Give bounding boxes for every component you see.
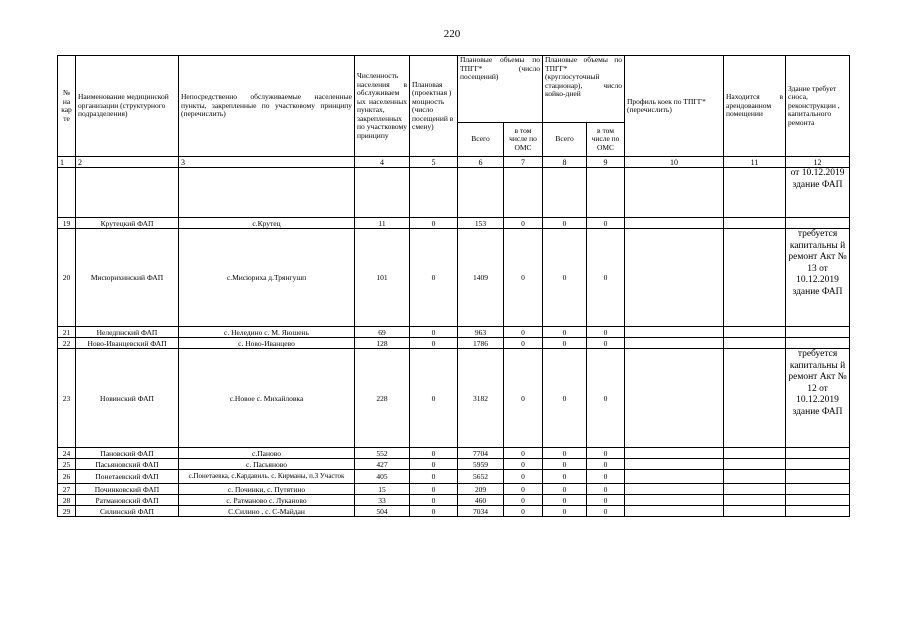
header-visits-oms: в том числе по ОМС <box>504 123 543 157</box>
capacity: 0 <box>410 218 458 229</box>
visits-total: 1409 <box>458 229 504 327</box>
col-number: 6 <box>458 157 504 168</box>
col-number: 2 <box>76 157 179 168</box>
beds-oms: 0 <box>587 506 625 517</box>
settlements: с.Крутец <box>179 218 355 229</box>
visits-total: 963 <box>458 327 504 338</box>
settlements: С.Силино , с. С-Майдан <box>179 506 355 517</box>
column-numbers-row <box>58 157 850 168</box>
bed-profile <box>625 484 724 495</box>
beds-oms: 0 <box>587 338 625 349</box>
visits-oms: 0 <box>504 470 543 484</box>
visits-oms: 0 <box>504 506 543 517</box>
visits-total: 460 <box>458 495 504 506</box>
table-row <box>58 327 850 338</box>
org-name: Пановский ФАП <box>76 448 179 459</box>
bed-profile <box>625 459 724 470</box>
table-row <box>58 349 850 448</box>
population: 427 <box>355 459 410 470</box>
beds-oms: 0 <box>587 327 625 338</box>
header-profile: Профиль коек по ТПГГ* (перечислить) <box>625 56 724 157</box>
header-building: Здание требует сноса, реконструкции , капитального ремонта <box>786 56 850 157</box>
row-number: 26 <box>58 470 76 484</box>
settlements: с. Пасьяново <box>179 459 355 470</box>
row-number: 29 <box>58 506 76 517</box>
capacity: 0 <box>410 229 458 327</box>
header-rented: Находится в арендованном помещении <box>724 56 786 157</box>
bed-profile <box>625 229 724 327</box>
org-name: Пасьяновский ФАП <box>76 459 179 470</box>
header-capacity: Плановая (проектная ) мощность (число посещений в смену) <box>410 56 458 157</box>
header-num: № на кар те <box>58 56 76 157</box>
visits-total: 1786 <box>458 338 504 349</box>
settlements: с.Мисюриха д.Трянгушп <box>179 229 355 327</box>
settlements: с. Ново-Иванцево <box>179 338 355 349</box>
building-note <box>786 506 850 517</box>
visits-total: 209 <box>458 484 504 495</box>
table-row <box>58 470 850 484</box>
beds-oms: 0 <box>587 459 625 470</box>
org-name: Ново-Иванцевский ФАП <box>76 338 179 349</box>
visits-total: 5652 <box>458 470 504 484</box>
row-number: 27 <box>58 484 76 495</box>
building-note <box>786 218 850 229</box>
population: 552 <box>355 448 410 459</box>
visits-oms: 0 <box>504 459 543 470</box>
org-name: Силинский ФАП <box>76 506 179 517</box>
capacity: 0 <box>410 349 458 448</box>
building-note <box>786 338 850 349</box>
visits-oms: 0 <box>504 484 543 495</box>
header-population: Численность населения в обслуживаем ых населенных пунктах, закрепленных по участковому принципу <box>355 56 410 157</box>
settlements: с. Ратманово с. Луканово <box>179 495 355 506</box>
beds-oms: 0 <box>587 349 625 448</box>
building-note <box>786 484 850 495</box>
org-name: Новинский ФАП <box>76 349 179 448</box>
page-number: 220 <box>443 28 461 40</box>
row-number: 19 <box>58 218 76 229</box>
beds-total: 0 <box>543 459 587 470</box>
org-name: Починковский ФАП <box>76 484 179 495</box>
beds-oms: 0 <box>587 229 625 327</box>
table-row <box>58 495 850 506</box>
visits-total: 3182 <box>458 349 504 448</box>
rented <box>724 495 786 506</box>
row-number: 25 <box>58 459 76 470</box>
bed-profile <box>625 506 724 517</box>
col-number: 5 <box>410 157 458 168</box>
capacity: 0 <box>410 327 458 338</box>
capacity: 0 <box>410 448 458 459</box>
bed-profile <box>625 218 724 229</box>
continuation-note: от 10.12.2019 здание ФАП <box>786 168 850 218</box>
visits-oms: 0 <box>504 349 543 448</box>
beds-total: 0 <box>543 218 587 229</box>
table-row <box>58 218 850 229</box>
col-number: 1 <box>58 157 76 168</box>
beds-total: 0 <box>543 448 587 459</box>
col-number: 9 <box>587 157 625 168</box>
visits-total: 7034 <box>458 506 504 517</box>
visits-oms: 0 <box>504 229 543 327</box>
rented <box>724 448 786 459</box>
visits-total: 5959 <box>458 459 504 470</box>
facilities-table <box>57 55 850 517</box>
col-number: 7 <box>504 157 543 168</box>
population: 504 <box>355 506 410 517</box>
org-name: Понетаевский ФАП <box>76 470 179 484</box>
building-note: требуется капитальны й ремонт Акт № 13 от 10.12.2019 здание ФАП <box>786 229 850 327</box>
population: 101 <box>355 229 410 327</box>
building-note <box>786 459 850 470</box>
visits-oms: 0 <box>504 338 543 349</box>
visits-oms: 0 <box>504 448 543 459</box>
bed-profile <box>625 470 724 484</box>
rented <box>724 484 786 495</box>
rented <box>724 506 786 517</box>
capacity: 0 <box>410 484 458 495</box>
table-row <box>58 506 850 517</box>
settlements: с.Паново <box>179 448 355 459</box>
capacity: 0 <box>410 338 458 349</box>
beds-total: 0 <box>543 338 587 349</box>
building-note <box>786 470 850 484</box>
table-row <box>58 338 850 349</box>
row-number: 24 <box>58 448 76 459</box>
header-settlements: Непосредственно обслуживаемые населенные пункты, закрепленные по участковому принципу (перечислить) <box>179 56 355 157</box>
col-number: 8 <box>543 157 587 168</box>
org-name: Неледпнский ФАП <box>76 327 179 338</box>
header-beds-total: Всего <box>543 123 587 157</box>
visits-total: 7704 <box>458 448 504 459</box>
capacity: 0 <box>410 506 458 517</box>
capacity: 0 <box>410 470 458 484</box>
beds-total: 0 <box>543 495 587 506</box>
rented <box>724 327 786 338</box>
beds-total: 0 <box>543 470 587 484</box>
rented <box>724 229 786 327</box>
beds-oms: 0 <box>587 495 625 506</box>
beds-total: 0 <box>543 229 587 327</box>
beds-oms: 0 <box>587 484 625 495</box>
bed-profile <box>625 448 724 459</box>
population: 228 <box>355 349 410 448</box>
capacity: 0 <box>410 495 458 506</box>
visits-oms: 0 <box>504 495 543 506</box>
table-row <box>58 229 850 327</box>
beds-oms: 0 <box>587 448 625 459</box>
row-number: 28 <box>58 495 76 506</box>
col-number: 10 <box>625 157 724 168</box>
settlements: с. Неледино с. М. Яюшень <box>179 327 355 338</box>
org-name: Ратмановский ФАП <box>76 495 179 506</box>
rented <box>724 459 786 470</box>
beds-oms: 0 <box>587 470 625 484</box>
header-visits-total: Всего <box>458 123 504 157</box>
header-org: Наименование медицинской организации (структурного подразделения) <box>76 56 179 157</box>
header-beds-oms: в том числе по ОМС <box>587 123 625 157</box>
population: 11 <box>355 218 410 229</box>
org-name: Крутецкий ФАП <box>76 218 179 229</box>
population: 15 <box>355 484 410 495</box>
row-number: 22 <box>58 338 76 349</box>
visits-total: 153 <box>458 218 504 229</box>
row-number: 21 <box>58 327 76 338</box>
bed-profile <box>625 349 724 448</box>
building-note <box>786 448 850 459</box>
bed-profile <box>625 338 724 349</box>
col-number: 4 <box>355 157 410 168</box>
beds-total: 0 <box>543 484 587 495</box>
rented <box>724 349 786 448</box>
capacity: 0 <box>410 459 458 470</box>
settlements: с.Новое с. Михайловка <box>179 349 355 448</box>
beds-total: 0 <box>543 327 587 338</box>
continuation-row <box>58 168 850 218</box>
table-row <box>58 448 850 459</box>
settlements: с.Понетаевка, с.Кардавиль. с. Кирманы, п.З Участок <box>179 470 355 484</box>
visits-oms: 0 <box>504 218 543 229</box>
beds-oms: 0 <box>587 218 625 229</box>
rented <box>724 218 786 229</box>
building-note: требуется капитальны й ремонт Акт № 12 от 10.12.2019 здание ФАП <box>786 349 850 448</box>
table-row <box>58 484 850 495</box>
rented <box>724 338 786 349</box>
col-number: 11 <box>724 157 786 168</box>
row-number: 20 <box>58 229 76 327</box>
population: 33 <box>355 495 410 506</box>
beds-total: 0 <box>543 506 587 517</box>
building-note <box>786 495 850 506</box>
header-visits-group: Плановые объемы по ТПГГ* (число посещений) <box>458 56 543 123</box>
beds-total: 0 <box>543 349 587 448</box>
settlements: с. Починки, с. Путятино <box>179 484 355 495</box>
col-number: 3 <box>179 157 355 168</box>
population: 69 <box>355 327 410 338</box>
population: 128 <box>355 338 410 349</box>
bed-profile <box>625 327 724 338</box>
col-number: 12 <box>786 157 850 168</box>
org-name: Мисюрихинский ФАП <box>76 229 179 327</box>
header-beds-group: Плановые объемы по ТПГГ* (круглосуточный стационар), число койко-дней <box>543 56 625 123</box>
rented <box>724 470 786 484</box>
row-number: 23 <box>58 349 76 448</box>
bed-profile <box>625 495 724 506</box>
visits-oms: 0 <box>504 327 543 338</box>
building-note <box>786 327 850 338</box>
table-row <box>58 459 850 470</box>
population: 405 <box>355 470 410 484</box>
